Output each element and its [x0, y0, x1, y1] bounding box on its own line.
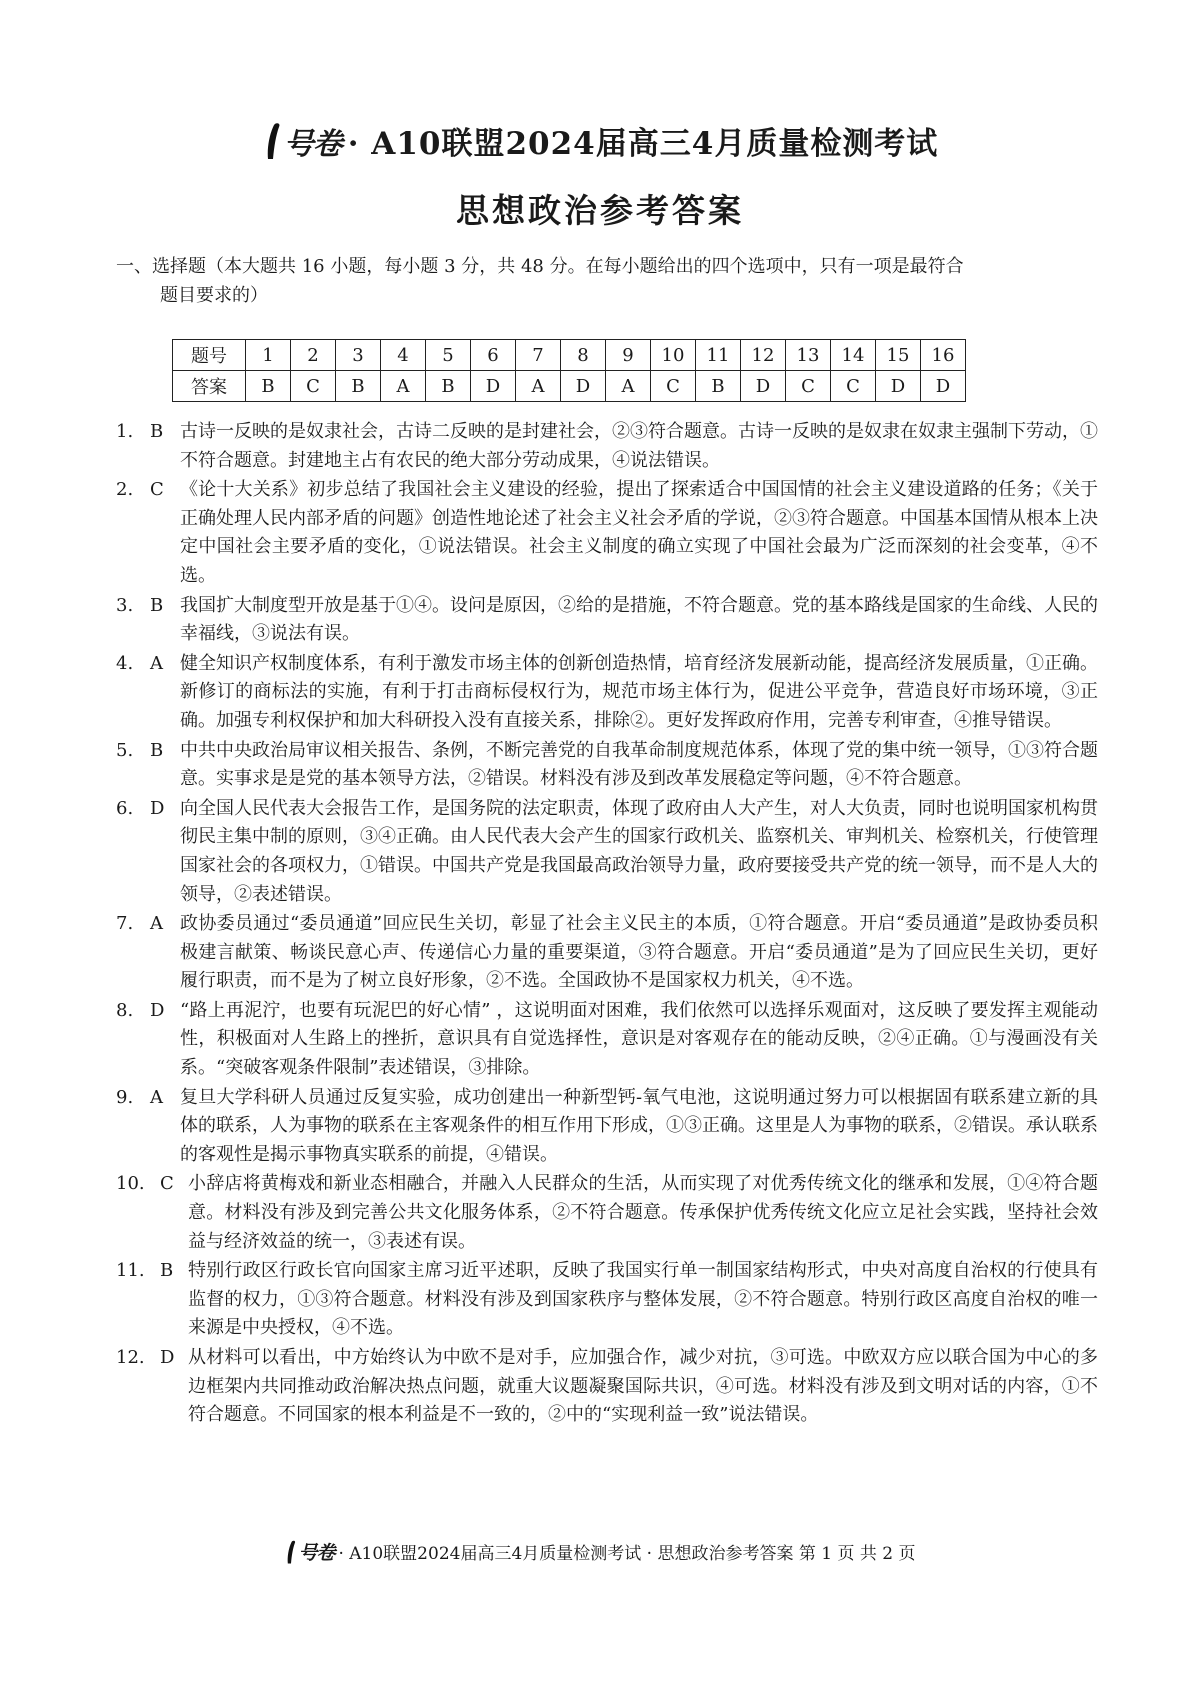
- list-item: [116, 795, 1098, 909]
- item-answer: A: [150, 652, 163, 674]
- item-answer: D: [150, 999, 165, 1021]
- table-cell: 11: [696, 340, 741, 371]
- brand-logo: [262, 119, 342, 163]
- table-cell: 6: [471, 340, 516, 371]
- page-footer: [0, 1538, 1200, 1565]
- brush-stroke-icon: [284, 1539, 298, 1565]
- item-number: 7.: [116, 913, 134, 935]
- item-explanation: 向全国人民代表大会报告工作，是国务院的法定职责，体现了政府由人大产生，对人大负责，同时也说明国家机构贯彻民主集中制的原则，③④正确。由人民代表大会产生的国家行政机关、监察机关、审判机关、检察机关，行使管理国家社会的各项权力，①错误。中国共产党是我国最高政治领导力量，政府要接受共产党的统一领导，而不是人大的领导，②表述错误。: [180, 797, 1098, 905]
- item-number: 6.: [116, 797, 134, 819]
- item-answer: D: [160, 1347, 175, 1368]
- item-number: 8.: [116, 999, 134, 1021]
- table-cell: C: [831, 371, 876, 402]
- table-cell: B: [246, 371, 291, 402]
- table-cell: D: [561, 371, 606, 402]
- brush-stroke-icon: [262, 121, 284, 161]
- table-cell: 14: [831, 340, 876, 371]
- item-answer: A: [150, 1086, 163, 1108]
- table-cell: C: [786, 371, 831, 402]
- item-number: 1.: [116, 421, 134, 442]
- list-item: [116, 476, 1098, 590]
- item-explanation: “路上再泥泞，也要有玩泥巴的好心情” ，这说明面对困难，我们依然可以选择乐观面对，这反映了要发挥主观能动性，积极面对人生路上的挫折，意识具有自觉选择性，意识是对客观存在的能动反映，②④正确。①与漫画没有关系。“突破客观条件限制”表述错误，③排除。: [180, 999, 1098, 1079]
- item-explanation: 中共中央政治局审议相关报告、条例，不断完善党的自我革命制度规范体系，体现了党的集中统一领导，①③符合题意。实事求是是党的基本领导方法，②错误。材料没有涉及到改革发展稳定等问题，④不符合题意。: [180, 739, 1098, 790]
- table-cell: A: [381, 371, 426, 402]
- item-answer: A: [150, 913, 163, 935]
- item-explanation: 从材料可以看出，中方始终认为中欧不是对手，应加强合作，减少对抗，③可选。中欧双方应以联合国为中心的多边框架内共同推动政治解决热点问题，就重大议题凝聚国际共识，④可选。材料没有涉及到文明对话的内容，①不符合题意。不同国家的根本利益是不一致的，②中的“实现利益一致”说法错误。: [188, 1347, 1098, 1426]
- table-cell: B: [696, 371, 741, 402]
- title-line: [0, 118, 1200, 163]
- table-cell: 7: [516, 340, 561, 371]
- item-number: 12.: [116, 1347, 145, 1368]
- table-cell: 16: [921, 340, 966, 371]
- list-item: [116, 1344, 1098, 1430]
- table-cell: 12: [741, 340, 786, 371]
- list-item: [116, 592, 1098, 649]
- item-explanation: 健全知识产权制度体系，有利于激发市场主体的创新创造热情，培育经济发展新动能，提高经济发展质量，①正确。新修订的商标法的实施，有利于打击商标侵权行为，规范市场主体行为，促进公平竞争，营造良好市场环境，③正确。加强专利权保护和加大科研投入没有直接关系，排除②。更好发挥政府作用，完善专利审查，④推导错误。: [180, 652, 1098, 731]
- table-cell: 8: [561, 340, 606, 371]
- item-explanation: 古诗一反映的是奴隶社会，古诗二反映的是封建社会，②③符合题意。古诗一反映的是奴隶在奴隶主强制下劳动，①不符合题意。封建地主占有农民的绝大部分劳动成果，④说法错误。: [180, 421, 1098, 471]
- explanation-list: [116, 418, 1098, 1431]
- footer-logo-text: 号卷: [298, 1542, 335, 1564]
- table-cell: 2: [291, 340, 336, 371]
- list-item: [116, 910, 1098, 996]
- table-cell: 5: [426, 340, 471, 371]
- item-explanation: 政协委员通过“委员通道”回应民生关切，彰显了社会主义民主的本质，①符合题意。开启“委员通道”是政协委员积极建言献策、畅谈民意心声、传递信心力量的重要渠道，③符合题意。开启“委员通道”是为了回应民生关切，更好履行职责，而不是为了树立良好形象，②不选。全国政协不是国家权力机关，④不选。: [180, 913, 1098, 992]
- section-heading-line1: 一、选择题（本大题共 16 小题，每小题 3 分，共 48 分。在每小题给出的四个选项中，只有一项是最符合: [116, 256, 964, 277]
- section-heading-line2: 题目要求的）: [160, 285, 268, 306]
- item-answer: B: [150, 594, 164, 616]
- list-item: [116, 737, 1098, 794]
- table-cell: B: [336, 371, 381, 402]
- row-label-answer: 答案: [173, 371, 246, 402]
- table-cell: 3: [336, 340, 381, 371]
- page-subtitle: 思想政治参考答案: [456, 191, 744, 230]
- question-number-row: [173, 340, 966, 371]
- item-number: 11.: [116, 1260, 145, 1282]
- item-number: 3.: [116, 594, 134, 616]
- item-explanation: 我国扩大制度型开放是基于①④。设问是原因，②给的是措施，不符合题意。党的基本路线是国家的生命线、人民的幸福线，③说法有误。: [180, 594, 1098, 645]
- item-answer: C: [150, 479, 164, 501]
- table-cell: A: [516, 371, 561, 402]
- table-cell: 15: [876, 340, 921, 371]
- table-cell: A: [606, 371, 651, 402]
- list-item: [116, 1170, 1098, 1256]
- item-number: 9.: [116, 1086, 134, 1108]
- item-number: 5.: [116, 739, 134, 761]
- footer-text: · A10联盟2024届高三4月质量检测考试 · 思想政治参考答案 第 1 页 共 2 页: [338, 1544, 916, 1564]
- list-item: [116, 650, 1098, 736]
- item-explanation: 复旦大学科研人员通过反复实验，成功创建出一种新型钙-氧气电池，这说明通过努力可以根据固有联系建立新的具体的联系，人为事物的联系在主客观条件的相互作用下形成，①③正确。这里是人为事物的联系，②错误。承认联系的客观性是揭示事物真实联系的前提，④错误。: [180, 1086, 1098, 1165]
- answer-row: [173, 371, 966, 402]
- section-heading: [116, 252, 1096, 310]
- item-explanation: 特别行政区行政长官向国家主席习近平述职，反映了我国实行单一制国家结构形式，中央对高度自治权的行使具有监督的权力，①③符合题意。材料没有涉及到国家秩序与整体发展，②不符合题意。特别行政区高度自治权的唯一来源是中央授权，④不选。: [188, 1260, 1098, 1339]
- table-cell: C: [651, 371, 696, 402]
- item-answer: C: [160, 1173, 174, 1195]
- item-explanation: 小辞店将黄梅戏和新业态相融合，并融入人民群众的生活，从而实现了对优秀传统文化的继承和发展，①④符合题意。材料没有涉及到完善公共文化服务体系，②不符合题意。传承保护优秀传统文化应立足社会实践，坚持社会效益与经济效益的统一，③表述有误。: [188, 1173, 1098, 1252]
- table-cell: B: [426, 371, 471, 402]
- row-label-number: 题号: [173, 340, 246, 371]
- table-cell: 9: [606, 340, 651, 371]
- table-cell: 10: [651, 340, 696, 371]
- item-answer: B: [150, 739, 164, 761]
- answer-table: [172, 339, 966, 402]
- item-answer: D: [150, 797, 165, 819]
- table-cell: 13: [786, 340, 831, 371]
- list-item: [116, 997, 1098, 1083]
- logo-text: 号卷: [283, 126, 342, 162]
- item-explanation: 《论十大关系》初步总结了我国社会主义建设的经验，提出了探索适合中国国情的社会主义建设道路的任务；《关于正确处理人民内部矛盾的问题》创造性地论述了社会主义社会矛盾的学说，②③符合题意。中国基本国情从根本上决定中国社会主要矛盾的变化，①说法错误。社会主义制度的确立实现了中国社会最为广泛而深刻的社会变革，④不选。: [180, 479, 1098, 586]
- table-cell: D: [876, 371, 921, 402]
- list-item: [116, 1084, 1098, 1170]
- item-number: 2.: [116, 479, 134, 501]
- item-number: 10.: [116, 1173, 145, 1195]
- item-number: 4.: [116, 652, 134, 674]
- table-cell: C: [291, 371, 336, 402]
- list-item: [116, 1257, 1098, 1343]
- item-answer: B: [150, 421, 164, 442]
- page-title: · A10联盟2024届高三4月质量检测考试: [347, 126, 939, 162]
- table-cell: D: [741, 371, 786, 402]
- table-cell: 4: [381, 340, 426, 371]
- page-header: [0, 118, 1200, 232]
- table-cell: 1: [246, 340, 291, 371]
- footer-logo: [284, 1538, 334, 1565]
- table-cell: D: [471, 371, 516, 402]
- item-answer: B: [160, 1260, 174, 1282]
- table-cell: D: [921, 371, 966, 402]
- list-item: [116, 418, 1098, 475]
